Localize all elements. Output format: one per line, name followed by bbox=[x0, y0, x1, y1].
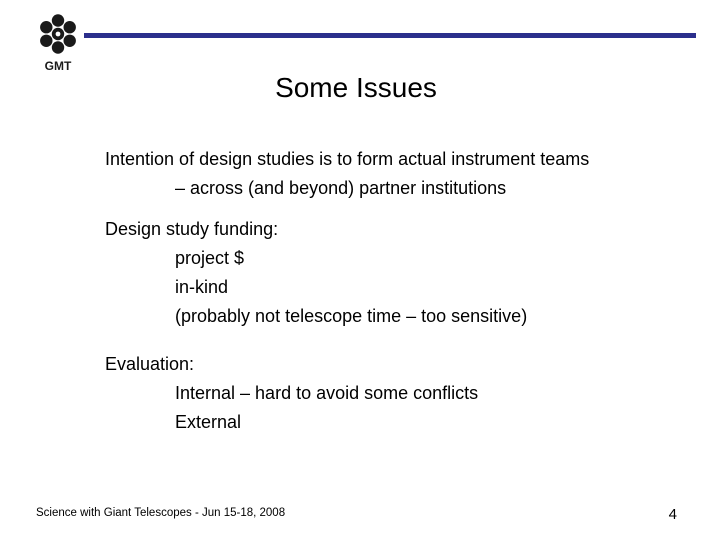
footer-text: Science with Giant Telescopes - Jun 15-18, 2008 bbox=[36, 507, 286, 519]
logo-text: GMT bbox=[44, 59, 72, 73]
header-rule bbox=[84, 33, 696, 38]
gmt-mirror-logo-icon bbox=[34, 12, 82, 74]
funding-subpoint: project $ bbox=[175, 248, 245, 268]
funding-subpoint: in-kind bbox=[175, 277, 229, 297]
evaluation-subpoint: Internal – hard to avoid some conflicts bbox=[175, 383, 479, 403]
gmt-logo bbox=[34, 12, 82, 74]
funding-subpoint: (probably not telescope time – too sensitive) bbox=[175, 306, 528, 326]
funding-heading: Design study funding: bbox=[105, 219, 279, 239]
intent-heading: Intention of design studies is to form actual instrument teams bbox=[105, 149, 590, 169]
evaluation-subpoint: External bbox=[175, 412, 242, 432]
slide-title-text: Some Issues bbox=[275, 72, 437, 103]
slide-body bbox=[105, 145, 589, 437]
intent-subpoint: – across (and beyond) partner institutions bbox=[175, 178, 507, 198]
slide-title bbox=[0, 72, 720, 104]
page-number: 4 bbox=[668, 506, 677, 523]
evaluation-heading: Evaluation: bbox=[105, 354, 195, 374]
